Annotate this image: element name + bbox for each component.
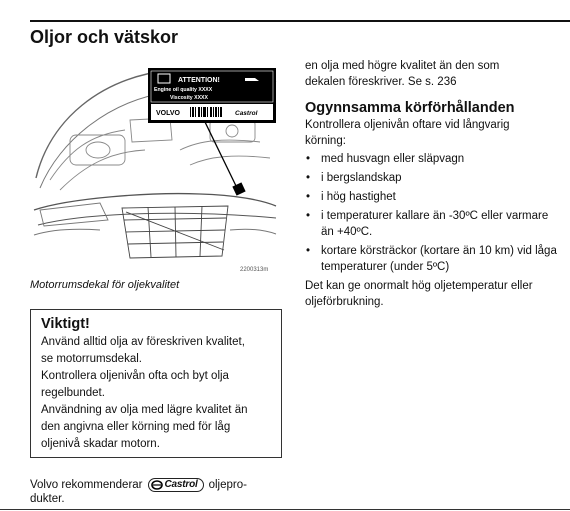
decal-volvo-text: VOLVO [156, 110, 180, 117]
castrol-logo [148, 478, 204, 492]
engine-bay-illustration [30, 60, 280, 275]
recommend-line2: dukter. [30, 493, 65, 505]
decal-castrol-text: Castrol [235, 110, 258, 117]
paragraph-line: körning: [305, 135, 346, 147]
conditions-list [305, 151, 563, 275]
paragraph-line: Det kan ge onormalt hög oljetemperatur eller [305, 280, 533, 292]
important-line: se motorrumsdekal. [41, 353, 142, 365]
important-line: Kontrollera oljenivån ofta och byt olja [41, 370, 229, 382]
list-item: • i hög hastighet [305, 189, 563, 205]
paragraph-line: Kontrollera oljenivån oftare vid långvarig [305, 119, 510, 131]
important-notice-box [30, 309, 282, 458]
section-title: Oljor och vätskor [30, 27, 179, 47]
castrol-logo-text: Castrol [164, 479, 198, 490]
oil-quality-decal [148, 68, 276, 123]
important-title: Viktigt! [41, 316, 90, 332]
important-line: regelbundet. [41, 387, 105, 399]
figure-caption: Motorrumsdekal för oljekvalitet [30, 279, 180, 291]
decal-attention-text: ATTENTION! [178, 77, 220, 84]
list-item: • kortare körsträckor (kortare än 10 km) vid låga temperaturer (under 5ºC) [305, 243, 563, 275]
intro-line: en olja med högre kvalitet än den som [305, 60, 500, 72]
bottom-rule [0, 509, 570, 510]
castrol-emblem-icon [151, 480, 163, 490]
engine-bay-drawing [30, 60, 280, 275]
decal-viscosity-text: Viscosity XXXX [170, 95, 208, 101]
recommendation-text [30, 478, 280, 506]
important-line: den angivna eller körning med för låg [41, 421, 231, 433]
figure-code: 2200313m [240, 267, 269, 273]
recommend-after: oljepro- [208, 479, 247, 491]
important-line: Använd alltid olja av föreskriven kvalitet, [41, 336, 245, 348]
list-item: • i bergslandskap [305, 170, 563, 186]
decal-quality-text: Engine oil quality XXXX [154, 87, 213, 93]
list-item: • med husvagn eller släpvagn [305, 151, 563, 167]
recommend-before: Volvo rekommenderar [30, 479, 143, 491]
top-rule [30, 20, 570, 22]
intro-line: dekalen föreskriver. Se s. 236 [305, 76, 457, 88]
subheading: Ogynnsamma körförhållanden [305, 100, 515, 116]
list-item: • i temperaturer kallare än -30ºC eller varmare än +40ºC. [305, 208, 563, 240]
paragraph-line: oljeförbrukning. [305, 296, 384, 308]
important-line: Användning av olja med lägre kvalitet än [41, 404, 248, 416]
right-column [305, 58, 563, 310]
important-line: oljenivå skadar motorn. [41, 438, 160, 450]
